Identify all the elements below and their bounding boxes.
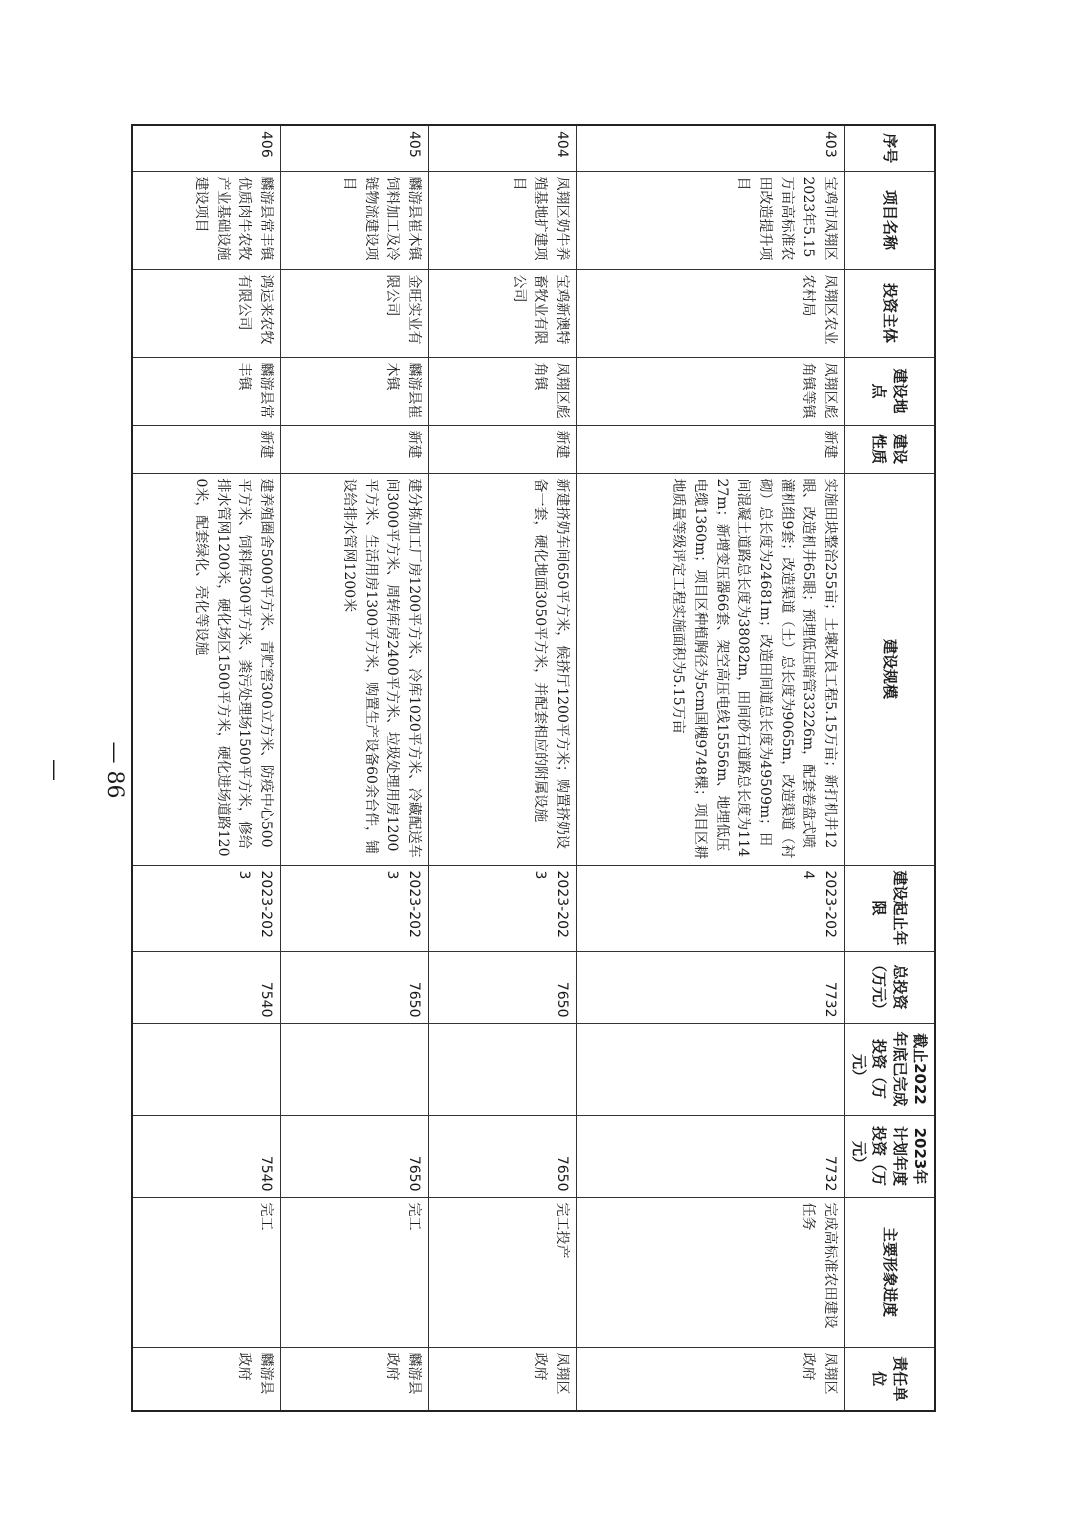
- cell-no: 405: [281, 125, 429, 171]
- cell-done2022: [281, 1023, 429, 1115]
- cell-investor: 宝鸡新澳特畜牧业有限公司: [429, 269, 577, 357]
- page-number: — 86 —: [42, 741, 127, 799]
- header-name: 项目名称: [845, 171, 936, 269]
- table-row: [281, 125, 429, 1411]
- cell-plan2023: 7650: [281, 1115, 429, 1197]
- cell-done2022: [429, 1023, 577, 1115]
- cell-name: 宝鸡市凤翔区2023年5.15万亩高标准农田改造提升项目: [577, 171, 845, 269]
- cell-no: 403: [577, 125, 845, 171]
- table-row: [133, 125, 281, 1411]
- cell-investor: 鸿运来农牧有限公司: [133, 269, 281, 357]
- header-row: [845, 125, 936, 1411]
- cell-no: 404: [429, 125, 577, 171]
- cell-progress: 完工投产: [429, 1197, 577, 1347]
- cell-location: 凤翔区彪角镇: [429, 357, 577, 425]
- table-row: [577, 125, 845, 1411]
- header-location: 建设地点: [845, 357, 936, 425]
- cell-done2022: [577, 1023, 845, 1115]
- cell-unit: 凤翔区政府: [577, 1347, 845, 1411]
- cell-nature: 新建: [281, 425, 429, 473]
- header-done2022: 截止2022年底已完成投资（万元）: [845, 1023, 936, 1115]
- header-no: 序号: [845, 125, 936, 171]
- cell-progress: 完工: [281, 1197, 429, 1347]
- header-total: 总投资（万元）: [845, 951, 936, 1023]
- project-table: [132, 124, 937, 1412]
- cell-nature: 新建: [429, 425, 577, 473]
- cell-location: 麟游县崔木镇: [281, 357, 429, 425]
- table-row: [429, 125, 577, 1411]
- cell-scale: 建分拣加工厂房1200平方米、冷库1020平方米、冷藏配送车间3000平方米、周转库房2400平方米、垃圾处理用房1200平方米、生活用房1300平方米，购置生产设备60余台件，铺设给排水管网1200米: [281, 473, 429, 865]
- cell-period: 2023-2023: [429, 865, 577, 951]
- cell-nature: 新建: [133, 425, 281, 473]
- header-period: 建设起止年限: [845, 865, 936, 951]
- cell-name: 麟游县常丰镇优质肉牛农牧产业基础设施建设项目: [133, 171, 281, 269]
- header-progress: 主要形象进度: [845, 1197, 936, 1347]
- cell-location: 凤翔区彪角镇等镇: [577, 357, 845, 425]
- header-scale: 建设规模: [845, 473, 936, 865]
- cell-no: 406: [133, 125, 281, 171]
- cell-name: 麟游县崔木镇饲料加工及冷链物流建设项目: [281, 171, 429, 269]
- cell-done2022: [133, 1023, 281, 1115]
- cell-nature: 新建: [577, 425, 845, 473]
- cell-period: 2023-2023: [281, 865, 429, 951]
- cell-progress: 完成高标准农田建设任务: [577, 1197, 845, 1347]
- cell-scale: 建养殖圈舍5000平方米、青贮窖300立方米、防疫中心500平方米、饲料库300平方米、粪污处理场1500平方米，修给排水管网1200米，硬化场区1500平方米，硬化进场道路1200米，配套绿化、亮化等设施: [133, 473, 281, 865]
- cell-unit: 麟游县政府: [281, 1347, 429, 1411]
- header-plan2023: 2023年计划年度投资（万元）: [845, 1115, 936, 1197]
- cell-plan2023: 7732: [577, 1115, 845, 1197]
- cell-plan2023: 7650: [429, 1115, 577, 1197]
- cell-name: 凤翔区奶牛养殖基地扩建项目: [429, 171, 577, 269]
- cell-total: 7650: [429, 951, 577, 1023]
- cell-location: 麟游县常丰镇: [133, 357, 281, 425]
- header-unit: 责任单位: [845, 1347, 936, 1411]
- cell-period: 2023-2023: [133, 865, 281, 951]
- cell-total: 7732: [577, 951, 845, 1023]
- cell-total: 7650: [281, 951, 429, 1023]
- cell-unit: 麟游县政府: [133, 1347, 281, 1411]
- cell-scale: 新建挤奶车间650平方米，候挤厅1200平方米；购置挤奶设备一套，硬化地面3050平方米，并配套相应的附属设施: [429, 473, 577, 865]
- cell-investor: 凤翔区农业农村局: [577, 269, 845, 357]
- cell-period: 2023-2024: [577, 865, 845, 951]
- header-investor: 投资主体: [845, 269, 936, 357]
- cell-investor: 金旺实业有限公司: [281, 269, 429, 357]
- cell-total: 7540: [133, 951, 281, 1023]
- cell-scale: 实施田块整治255亩；土壤改良工程5.15万亩；新打机井12眼、改造机井65眼；预埋低压暗管33226m，配套卷盘式喷灌机组9套；改造渠道（土）总长度为9065m，改造渠道（衬砌）总长度为24681m；改造田间道总长度为49509m；田间混凝土道路总长度为38082m，田间砂石道路总长度为11427m；新增变压器66套、架空高压电线15556m、地埋低压电缆1360m；项目区种植胸径为5cm国槐9748棵；项目区耕地质量等级评定工程实施面积为5.15万亩: [577, 473, 845, 865]
- cell-plan2023: 7540: [133, 1115, 281, 1197]
- cell-progress: 完工: [133, 1197, 281, 1347]
- cell-unit: 凤翔区政府: [429, 1347, 577, 1411]
- header-nature: 建设性质: [845, 425, 936, 473]
